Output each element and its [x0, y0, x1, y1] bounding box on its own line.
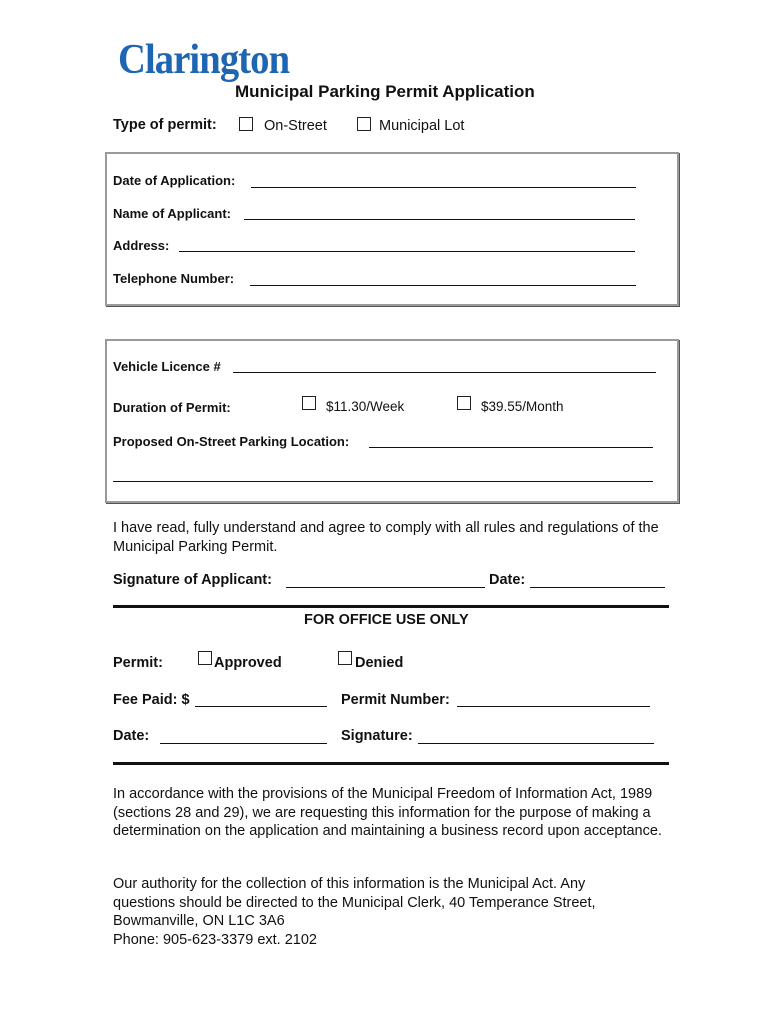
denied-label: Denied — [355, 655, 404, 671]
office-date-label: Date: — [113, 728, 150, 744]
approved-label: Approved — [214, 655, 282, 671]
municipal-lot-checkbox[interactable] — [357, 117, 371, 131]
authority-line: Our authority for the collection of this information is the Municipal Act. Any — [113, 876, 586, 892]
applicant-signature-field[interactable] — [286, 587, 485, 588]
monthly-option-label: $39.55/Month — [481, 399, 564, 414]
weekly-checkbox[interactable] — [302, 396, 316, 410]
address-field[interactable] — [179, 251, 635, 252]
date-of-application-label: Date of Application: — [113, 173, 236, 188]
office-use-heading: FOR OFFICE USE ONLY — [304, 612, 469, 628]
municipal-lot-label: Municipal Lot — [379, 118, 465, 134]
applicant-date-label: Date: — [489, 572, 526, 588]
authority-line: questions should be directed to the Municipal Clerk, 40 Temperance Street, — [113, 894, 596, 911]
denied-checkbox[interactable] — [338, 651, 352, 665]
telephone-label: Telephone Number: — [113, 271, 235, 286]
duration-label: Duration of Permit: — [113, 400, 231, 415]
name-of-applicant-field[interactable] — [244, 219, 635, 220]
office-divider-bottom — [113, 762, 669, 765]
office-signature-field[interactable] — [418, 743, 654, 744]
address-label: Address: — [113, 238, 170, 253]
date-of-application-field[interactable] — [251, 187, 636, 188]
telephone-field[interactable] — [250, 285, 636, 286]
office-signature-label: Signature: — [341, 728, 413, 744]
fee-paid-field[interactable] — [195, 706, 327, 707]
contact-phone: Phone: 905-623-3379 ext. 2102 — [113, 931, 317, 948]
parking-location-field-line-2[interactable] — [113, 481, 653, 482]
authority-notice — [113, 875, 596, 949]
foi-notice: In accordance with the provisions of the Municipal Freedom of Information Act, 1989 (sections 28 and 29), we are requesting this information for the purpose of making a determination on the application and maintaining a business record upon acceptance. — [113, 786, 662, 839]
authority-line: Bowmanville, ON L1C 3A6 — [113, 913, 285, 929]
applicant-signature-label — [113, 572, 272, 588]
applicant-date-field[interactable] — [530, 587, 665, 588]
office-divider-top — [113, 605, 669, 608]
permit-type-label — [113, 117, 217, 133]
permit-type-label-text: Type of permit: — [113, 117, 217, 133]
vehicle-licence-label: Vehicle Licence # — [113, 359, 221, 374]
monthly-checkbox[interactable] — [457, 396, 471, 410]
name-of-applicant-label: Name of Applicant: — [113, 206, 231, 221]
vehicle-licence-field[interactable] — [233, 372, 656, 373]
clarington-logo: Clarington — [118, 37, 290, 83]
weekly-option-label: $11.30/Week — [326, 399, 405, 414]
approved-checkbox[interactable] — [198, 651, 212, 665]
office-date-field[interactable] — [160, 743, 327, 744]
fee-paid-label: Fee Paid: $ — [113, 692, 190, 708]
page-title: Municipal Parking Permit Application — [235, 82, 535, 101]
permit-status-label: Permit: — [113, 655, 163, 671]
agreement-text: I have read, fully understand and agree to comply with all rules and regulations of the Municipal Parking Permit. — [113, 520, 659, 555]
parking-location-label: Proposed On-Street Parking Location: — [113, 434, 350, 449]
parking-location-field[interactable] — [369, 447, 653, 448]
permit-number-field[interactable] — [457, 706, 650, 707]
permit-number-label: Permit Number: — [341, 692, 450, 708]
on-street-checkbox[interactable] — [239, 117, 253, 131]
on-street-label: On-Street — [264, 118, 327, 134]
applicant-signature-label-text: Signature of Applicant: — [113, 572, 272, 588]
